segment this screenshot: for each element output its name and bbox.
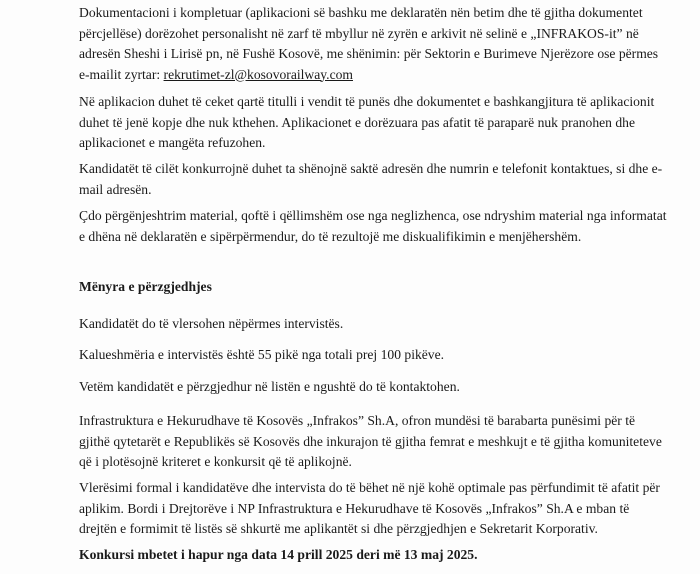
paragraph-passing-score	[79, 345, 689, 366]
text-line: e dhëna në deklaratën e sipërpërmendur, do të rezultojë me diskualifikimin e menjëhershëm.	[79, 228, 582, 244]
text-line: aplikacionet e mangëta refuzohen.	[79, 135, 266, 150]
text-line: gjithë qytetarët e Republikës së Kosovës dhe inkurajon të gjitha femrat e meshkujt e të gjitha komuniteteve	[79, 433, 662, 449]
text-line: drejtën e formimit të listës së shkurtë me aplikantët si dhe përzgjedhjen e Sekretarit Korporativ.	[79, 521, 598, 536]
section-heading	[79, 277, 689, 298]
text-line: Vetëm kandidatët e përzgjedhur në listën e ngushtë do të kontaktohen.	[79, 379, 460, 394]
text-line: Vlerësimi formal i kandidatëve dhe intervista do të bëhet në një kohë optimale pas përfundimit të afatit për	[79, 480, 660, 495]
paragraph-interview	[79, 314, 689, 335]
text-line: Çdo përgënjeshtrim material, qoftë i qëllimshëm ose nga neglizhenca, ose ndryshim material nga informatat	[79, 208, 667, 223]
text-line: Dokumentacioni i kompletuar (aplikacioni së bashku me deklaratën nën betim dhe të gjitha dokumentet	[79, 5, 643, 20]
text-line: Infrastruktura e Hekurudhave të Kosovës „Infrakos” Sh.A, ofron mundësi të barabarta punësimi për të	[79, 413, 636, 428]
paragraph-contact-info	[79, 159, 689, 200]
text-line	[79, 65, 689, 86]
text-line: aplikim. Bordi i Drejtorëve i NP Infrastruktura e Hekurudhave të Kosovës „Infrakos” Sh.A e mban të	[79, 500, 630, 516]
text-line: Kandidatët do të vlersohen nëpërmes intervistës.	[79, 316, 344, 331]
text-line: përcjellëse) dorëzohet personalisht në zarf të mbyllur në zyrën e arkivit në selinë e „INFRAKOS-it” në	[79, 25, 639, 41]
text-line: Kandidatët të cilët konkurrojnë duhet ta shënojnë saktë adresën dhe numrin e telefonit kontaktues, si dhe e-	[79, 161, 663, 176]
text-line: Kalueshmëria e intervistës është 55 pikë nga totali prej 100 pikëve.	[79, 347, 445, 362]
email-prefix: e-mailit zyrtar:	[79, 66, 164, 82]
paragraph-equal-opportunity	[79, 411, 689, 473]
text-line: që i plotësojnë kriteret e konkursit që të aplikojnë.	[79, 454, 352, 469]
paragraph-application-content	[79, 92, 689, 154]
closing-text: Konkursi mbetet i hapur nga data 14 prill 2025 deri më 13 maj 2025.	[79, 547, 478, 562]
paragraph-disqualification	[79, 206, 689, 247]
text-line: Në aplikacion duhet të ceket qartë titulli i vendit të punës dhe dokumentet e bashkangjitura të aplikacionit	[79, 94, 655, 109]
closing-statement	[79, 545, 689, 566]
paragraph-shortlist	[79, 377, 689, 398]
text-line: adresën Sheshi i Lirisë pn, në Fushë Kosovë, me shënimin: për Sektorin e Burimeve Njerëzore ose përmes	[79, 46, 659, 61]
heading-text: Mënyra e përzgjedhjes	[79, 279, 212, 294]
email-link[interactable]: rekrutimet-zl@kosovorailway.com	[163, 66, 353, 82]
paragraph-submission	[79, 3, 689, 85]
paragraph-evaluation	[79, 478, 689, 540]
text-line: duhet të jenë kopje dhe nuk kthehen. Aplikacionet e dorëzuara pas afatit të paraparë nuk pranohen dhe	[79, 114, 635, 130]
text-line: mail adresën.	[79, 181, 152, 197]
